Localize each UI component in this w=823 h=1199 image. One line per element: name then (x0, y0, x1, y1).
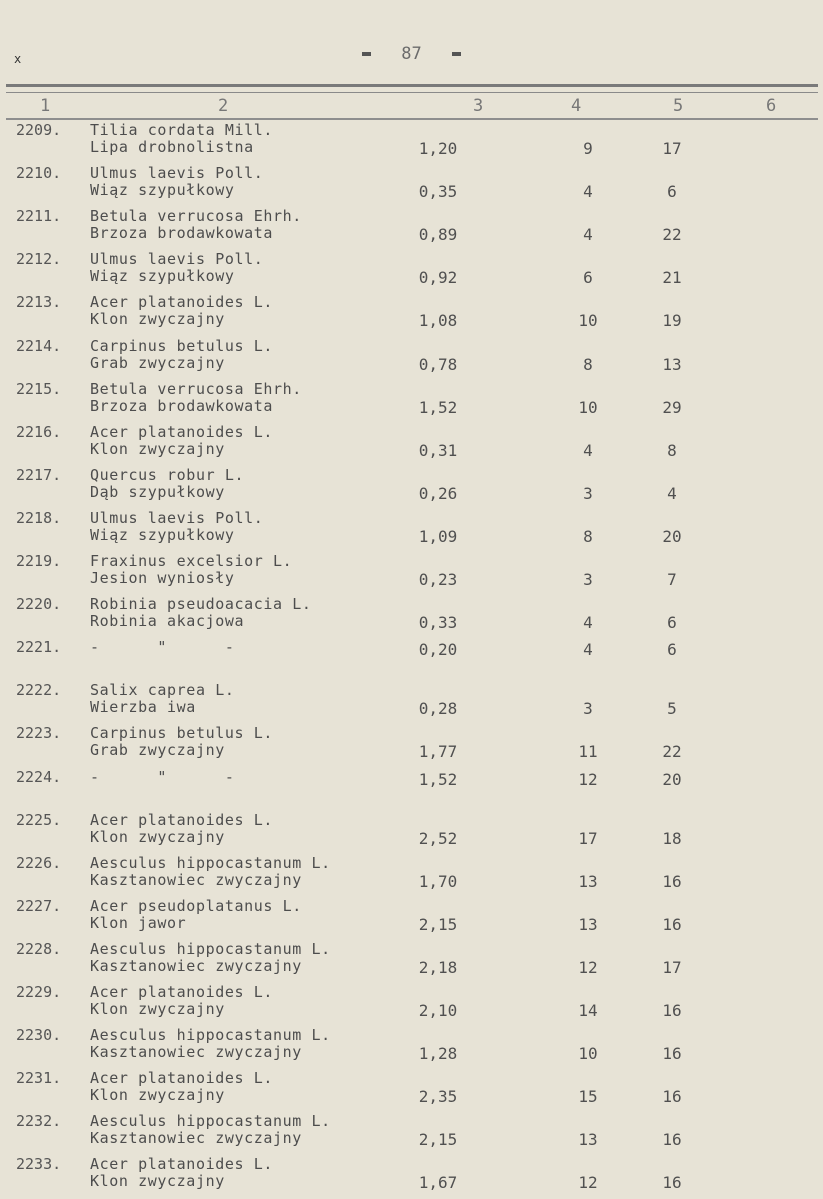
margin-mark: x (14, 52, 22, 66)
table-row (0, 811, 823, 851)
row-number: 2216. (16, 423, 62, 441)
row-number: 2226. (16, 854, 62, 872)
latin-name: Acer pseudoplatanus L. (90, 897, 302, 915)
polish-name: Brzoza brodawkowata (90, 224, 273, 242)
table-row (0, 681, 823, 721)
row-number: 2229. (16, 983, 62, 1001)
polish-name: Wierzba iwa (90, 698, 196, 716)
col3-value: 0,92 (418, 268, 458, 287)
polish-name: Kasztanowiec zwyczajny (90, 1129, 302, 1147)
column-header-6: 6 (766, 96, 777, 116)
table-row (0, 552, 823, 592)
latin-name: Ulmus laevis Poll. (90, 250, 264, 268)
table-row (0, 1155, 823, 1195)
col4-value: 12 (578, 958, 598, 977)
polish-name: Kasztanowiec zwyczajny (90, 1043, 302, 1061)
col3-value: 1,09 (418, 527, 458, 546)
row-number: 2224. (16, 768, 62, 786)
col5-value: 16 (662, 1173, 682, 1192)
column-header-5: 5 (673, 96, 684, 116)
col5-value: 7 (667, 570, 677, 589)
col4-value: 4 (583, 441, 593, 460)
latin-name: Acer platanoides L. (90, 423, 273, 441)
col5-value: 16 (662, 1130, 682, 1149)
polish-name: Grab zwyczajny (90, 741, 225, 759)
table-row (0, 1026, 823, 1066)
polish-name: Dąb szypułkowy (90, 483, 225, 501)
col4-value: 6 (583, 268, 593, 287)
row-number: 2230. (16, 1026, 62, 1044)
table-row (0, 1112, 823, 1152)
col5-value: 16 (662, 1087, 682, 1106)
col5-value: 17 (662, 139, 682, 158)
col5-value: 16 (662, 1001, 682, 1020)
row-number: 2210. (16, 164, 62, 182)
col3-value: 0,26 (418, 484, 458, 503)
col5-value: 5 (667, 699, 677, 718)
polish-name: Kasztanowiec zwyczajny (90, 871, 302, 889)
row-number: 2225. (16, 811, 62, 829)
col4-value: 13 (578, 872, 598, 891)
row-number: 2214. (16, 337, 62, 355)
col4-value: 8 (583, 527, 593, 546)
dash-left (362, 52, 371, 56)
col5-value: 8 (667, 441, 677, 460)
col3-value: 0,28 (418, 699, 458, 718)
table-row (0, 250, 823, 290)
col3-value: 1,67 (418, 1173, 458, 1192)
col5-value: 22 (662, 225, 682, 244)
col4-value: 17 (578, 829, 598, 848)
col3-value: 0,89 (418, 225, 458, 244)
col4-value: 13 (578, 915, 598, 934)
table-row (0, 337, 823, 377)
col4-value: 13 (578, 1130, 598, 1149)
latin-name: - " - (90, 768, 235, 786)
col3-value: 0,31 (418, 441, 458, 460)
row-number: 2222. (16, 681, 62, 699)
col5-value: 6 (667, 640, 677, 659)
row-number: 2209. (16, 121, 62, 139)
polish-name: Klon zwyczajny (90, 1000, 225, 1018)
polish-name: Jesion wyniosły (90, 569, 235, 587)
col5-value: 18 (662, 829, 682, 848)
row-number: 2227. (16, 897, 62, 915)
table-row (0, 724, 823, 764)
table-row (0, 983, 823, 1023)
row-number: 2231. (16, 1069, 62, 1087)
polish-name: Klon zwyczajny (90, 1086, 225, 1104)
col3-value: 0,20 (418, 640, 458, 659)
col5-value: 4 (667, 484, 677, 503)
row-number: 2232. (16, 1112, 62, 1130)
polish-name: Grab zwyczajny (90, 354, 225, 372)
col3-value: 0,35 (418, 182, 458, 201)
table-row (0, 897, 823, 937)
col3-value: 2,18 (418, 958, 458, 977)
polish-name: Klon zwyczajny (90, 440, 225, 458)
table-row (0, 207, 823, 247)
row-number: 2228. (16, 940, 62, 958)
col5-value: 22 (662, 742, 682, 761)
polish-name: Brzoza brodawkowata (90, 397, 273, 415)
row-number: 2223. (16, 724, 62, 742)
table-row (0, 466, 823, 506)
latin-name: Aesculus hippocastanum L. (90, 1112, 331, 1130)
col4-value: 4 (583, 640, 593, 659)
col5-value: 19 (662, 311, 682, 330)
latin-name: Acer platanoides L. (90, 811, 273, 829)
col4-value: 4 (583, 225, 593, 244)
col3-value: 1,77 (418, 742, 458, 761)
col4-value: 9 (583, 139, 593, 158)
col3-value: 1,20 (418, 139, 458, 158)
latin-name: Carpinus betulus L. (90, 724, 273, 742)
col3-value: 1,70 (418, 872, 458, 891)
col3-value: 0,23 (418, 570, 458, 589)
polish-name: Klon zwyczajny (90, 828, 225, 846)
table-row (0, 1069, 823, 1109)
col5-value: 13 (662, 355, 682, 374)
latin-name: Betula verrucosa Ehrh. (90, 380, 302, 398)
column-header-4: 4 (571, 96, 582, 116)
row-number: 2233. (16, 1155, 62, 1173)
col4-value: 4 (583, 182, 593, 201)
col4-value: 11 (578, 742, 598, 761)
polish-name: Lipa drobnolistna (90, 138, 254, 156)
column-header-3: 3 (473, 96, 484, 116)
row-number: 2221. (16, 638, 62, 656)
latin-name: Ulmus laevis Poll. (90, 164, 264, 182)
latin-name: Acer platanoides L. (90, 1155, 273, 1173)
col3-value: 1,28 (418, 1044, 458, 1063)
page-number: 87 (401, 44, 422, 64)
col4-value: 12 (578, 770, 598, 789)
col3-value: 0,33 (418, 613, 458, 632)
row-number: 2213. (16, 293, 62, 311)
table-row (0, 293, 823, 333)
top-rule (6, 84, 818, 87)
row-number: 2217. (16, 466, 62, 484)
col4-value: 12 (578, 1173, 598, 1192)
col4-value: 14 (578, 1001, 598, 1020)
col5-value: 16 (662, 915, 682, 934)
latin-name: Aesculus hippocastanum L. (90, 940, 331, 958)
table-row (0, 380, 823, 420)
col4-value: 15 (578, 1087, 598, 1106)
latin-name: Tilia cordata Mill. (90, 121, 273, 139)
table-row (0, 423, 823, 463)
row-number: 2215. (16, 380, 62, 398)
col5-value: 20 (662, 770, 682, 789)
table-row (0, 940, 823, 980)
row-number: 2218. (16, 509, 62, 527)
col3-value: 2,52 (418, 829, 458, 848)
col5-value: 29 (662, 398, 682, 417)
header-rule (6, 118, 818, 120)
latin-name: Quercus robur L. (90, 466, 245, 484)
col5-value: 6 (667, 613, 677, 632)
latin-name: Acer platanoides L. (90, 293, 273, 311)
col4-value: 3 (583, 484, 593, 503)
row-number: 2219. (16, 552, 62, 570)
col3-value: 1,08 (418, 311, 458, 330)
col3-value: 2,10 (418, 1001, 458, 1020)
table-row (0, 121, 823, 161)
col5-value: 21 (662, 268, 682, 287)
polish-name: Klon jawor (90, 914, 187, 932)
polish-name: Wiąz szypułkowy (90, 267, 235, 285)
col3-value: 1,52 (418, 770, 458, 789)
col5-value: 16 (662, 1044, 682, 1063)
col4-value: 3 (583, 570, 593, 589)
polish-name: Kasztanowiec zwyczajny (90, 957, 302, 975)
polish-name: Klon zwyczajny (90, 310, 225, 328)
table-row (0, 164, 823, 204)
latin-name: Betula verrucosa Ehrh. (90, 207, 302, 225)
table-row (0, 854, 823, 894)
col4-value: 10 (578, 398, 598, 417)
latin-name: Acer platanoides L. (90, 1069, 273, 1087)
col4-value: 3 (583, 699, 593, 718)
col3-value: 2,15 (418, 1130, 458, 1149)
latin-name: - " - (90, 638, 235, 656)
col5-value: 20 (662, 527, 682, 546)
polish-name: Wiąz szypułkowy (90, 526, 235, 544)
dash-right (452, 52, 461, 56)
latin-name: Robinia pseudoacacia L. (90, 595, 312, 613)
col4-value: 8 (583, 355, 593, 374)
latin-name: Ulmus laevis Poll. (90, 509, 264, 527)
latin-name: Salix caprea L. (90, 681, 235, 699)
col5-value: 17 (662, 958, 682, 977)
table-row (0, 768, 823, 808)
latin-name: Aesculus hippocastanum L. (90, 1026, 331, 1044)
column-header-2: 2 (218, 96, 229, 116)
col3-value: 1,52 (418, 398, 458, 417)
column-header-1: 1 (40, 96, 51, 116)
polish-name: Klon zwyczajny (90, 1172, 225, 1190)
col3-value: 0,78 (418, 355, 458, 374)
row-number: 2212. (16, 250, 62, 268)
col3-value: 2,35 (418, 1087, 458, 1106)
latin-name: Fraxinus excelsior L. (90, 552, 293, 570)
row-number: 2211. (16, 207, 62, 225)
latin-name: Carpinus betulus L. (90, 337, 273, 355)
row-number: 2220. (16, 595, 62, 613)
col4-value: 4 (583, 613, 593, 632)
table-row (0, 509, 823, 549)
table-row (0, 595, 823, 635)
table-row (0, 638, 823, 678)
top-rule-thin (6, 92, 818, 93)
page-number-header (0, 44, 823, 64)
latin-name: Aesculus hippocastanum L. (90, 854, 331, 872)
col4-value: 10 (578, 1044, 598, 1063)
polish-name: Robinia akacjowa (90, 612, 245, 630)
col5-value: 6 (667, 182, 677, 201)
col4-value: 10 (578, 311, 598, 330)
polish-name: Wiąz szypułkowy (90, 181, 235, 199)
col5-value: 16 (662, 872, 682, 891)
col3-value: 2,15 (418, 915, 458, 934)
latin-name: Acer platanoides L. (90, 983, 273, 1001)
